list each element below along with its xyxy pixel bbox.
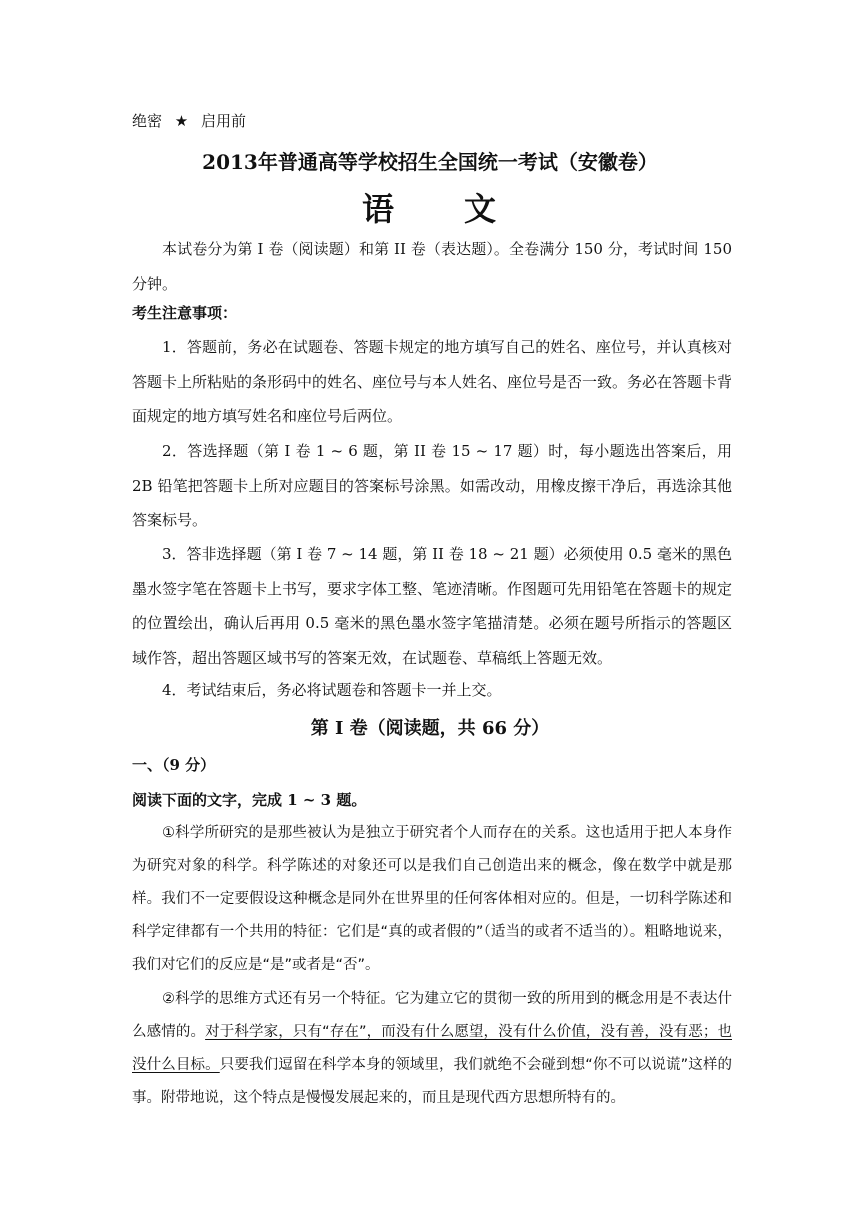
exam-intro: 本试卷分为第 I 卷（阅读题）和第 II 卷（表达题）。全卷满分 150 分，考试时间 150 分钟。 bbox=[132, 240, 732, 293]
part-label: 一、（9 分） bbox=[132, 756, 216, 774]
reading-paragraph-2 bbox=[132, 983, 732, 1115]
confidential-header bbox=[132, 110, 246, 131]
exam-title: 2013年普通高等学校招生全国统一考试（安徽卷） bbox=[202, 150, 658, 174]
notice-heading: 考生注意事项： bbox=[132, 304, 238, 322]
underlined-sentence: 对于科学家，只有“存在”，而没有什么愿望，没有什么价值，没有善，没有恶；也没什么目标。 bbox=[132, 1024, 732, 1073]
star-icon: ★ bbox=[174, 112, 189, 130]
subject-title: 语 文 bbox=[361, 190, 498, 228]
reading-paragraph-1: ①科学所研究的是那些被认为是独立于研究者个人而存在的关系。这也适用于把人本身作为研究对象的科学。科学陈述的对象还可以是我们自己创造出来的概念，像在数学中就是那样。我们不一定要假设这种概念是同外在世界里的任何客体相对应的。但是，一切科学陈述和科学定律都有一个共用的特征：它们是“真的或者假的”（适当的或者不适当的）。粗略地说来，我们对它们的反应是“是”或者是“否”。 bbox=[132, 825, 732, 973]
section-title: 第 I 卷（阅读题，共 66 分） bbox=[310, 718, 550, 739]
paragraph-2-text: ②科学的思维方式还有另一个特征。它为建立它的贯彻一致的所用到的概念用是不表达什么感情的。 bbox=[132, 991, 732, 1040]
secret-label: 绝密 bbox=[132, 112, 163, 130]
notice-item-2: 2．答选择题（第 I 卷 1 ~ 6 题，第 II 卷 15 ~ 17 题）时，每小题选出答案后，用 2B 铅笔把答题卡上所对应题目的答案标号涂黑。如需改动，用橡皮擦干净后，再选涂其他答案标号。 bbox=[132, 442, 732, 529]
notice-item-4: 4．考试结束后，务必将试题卷和答题卡一并上交。 bbox=[162, 681, 502, 699]
reading-instruction: 阅读下面的文字，完成 1 ~ 3 题。 bbox=[132, 791, 367, 809]
notice-item-3: 3．答非选择题（第 I 卷 7 ~ 14 题，第 II 卷 18 ~ 21 题）必须使用 0.5 毫米的黑色墨水签字笔在答题卡上书写，要求字体工整、笔迹清晰。作图题可先用铅笔在答题卡的规定的位置绘出，确认后再用 0.5 毫米的黑色墨水签字笔描清楚。必须在题号所指示的答题区域作答，超出答题区域书写的答案无效，在试题卷、草稿纸上答题无效。 bbox=[132, 545, 733, 667]
before-use-label: 启用前 bbox=[201, 112, 247, 130]
notice-item-1: 1．答题前，务必在试题卷、答题卡规定的地方填写自己的姓名、座位号，并认真核对答题卡上所粘贴的条形码中的姓名、座位号与本人姓名、座位号是否一致。务必在答题卡背面规定的地方填写姓名和座位号后两位。 bbox=[132, 338, 733, 425]
paragraph-2-text-continued: 只要我们逗留在科学本身的领域里，我们就绝不会碰到想“你不可以说谎”这样的事。附带地说，这个特点是慢慢发展起来的，而且是现代西方思想所特有的。 bbox=[132, 1057, 732, 1106]
